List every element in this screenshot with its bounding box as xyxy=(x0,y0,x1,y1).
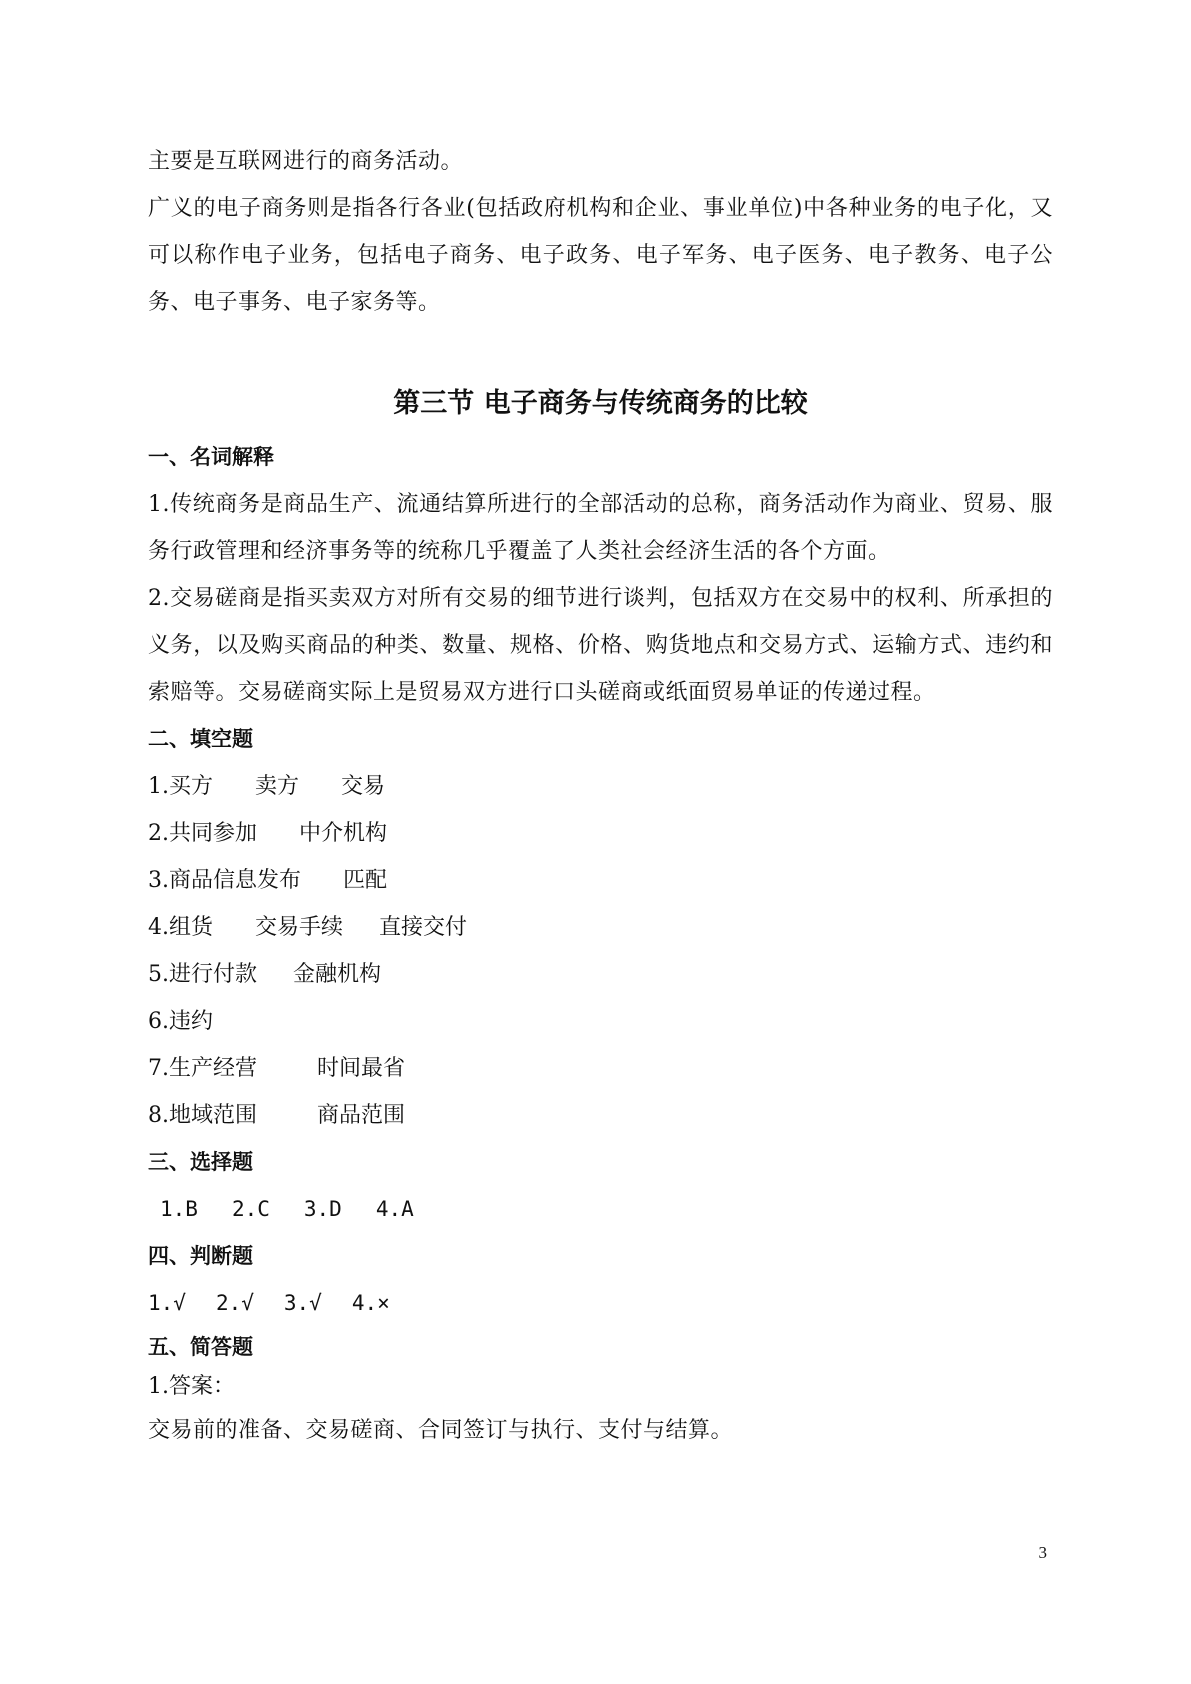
fill-row-7 xyxy=(148,1045,1053,1092)
judge-answer: 1.√ xyxy=(148,1291,186,1315)
fill-row-2 xyxy=(148,810,1053,857)
fill-answer: 2.共同参加 xyxy=(148,821,257,846)
heading-term-explanation: 一、名词解释 xyxy=(148,445,274,469)
judge-answer: 2.√ xyxy=(215,1291,254,1315)
fill-row-5 xyxy=(148,951,1053,998)
fill-row-1 xyxy=(148,763,1053,810)
choice-answer: 1.B xyxy=(160,1197,198,1221)
choice-answer: 3.D xyxy=(303,1197,342,1221)
fill-answer: 5.进行付款 xyxy=(148,962,257,987)
fill-answer: 6.违约 xyxy=(148,1009,213,1034)
fill-answer: 8.地域范围 xyxy=(148,1103,257,1128)
page-number: 3 xyxy=(1038,1543,1047,1562)
fill-answer: 匹配 xyxy=(343,868,388,893)
short-answer-text: 交易前的准备、交易磋商、合同签订与执行、支付与结算。 xyxy=(148,1418,734,1443)
fill-answer: 4.组货 xyxy=(148,915,213,940)
choice-answers xyxy=(148,1186,1053,1233)
choice-answer: 4.A xyxy=(375,1197,414,1221)
fill-answer: 3.商品信息发布 xyxy=(148,868,301,893)
page-content xyxy=(148,138,1053,1454)
fill-answer: 卖方 xyxy=(255,774,300,799)
intro-line: 主要是互联网进行的商务活动。 xyxy=(148,149,464,174)
section-title: 第三节 电子商务与传统商务的比较 xyxy=(393,388,808,419)
fill-answer: 中介机构 xyxy=(299,821,388,846)
fill-answer: 交易手续 xyxy=(255,915,344,940)
spacer xyxy=(148,326,1053,372)
heading-multiple-choice: 三、选择题 xyxy=(148,1150,253,1174)
fill-answer: 交易 xyxy=(341,774,386,799)
choice-answer: 2.C xyxy=(231,1197,270,1221)
intro-paragraph: 广义的电子商务则是指各行各业(包括政府机构和企业、事业单位)中各种业务的电子化，又可以称作电子业务，包括电子商务、电子政务、电子军务、电子医务、电子教务、电子公务、电子事务、电子家务等。 xyxy=(148,196,1053,315)
fill-answer: 1.买方 xyxy=(148,774,213,799)
fill-row-8 xyxy=(148,1092,1053,1139)
fill-answer: 商品范围 xyxy=(317,1103,406,1128)
fill-answer: 7.生产经营 xyxy=(148,1056,257,1081)
term-item-2: 2.交易磋商是指买卖双方对所有交易的细节进行谈判，包括双方在交易中的权利、所承担的义务，以及购买商品的种类、数量、规格、价格、购货地点和交易方式、运输方式、违约和索赔等。交易磋商实际上是贸易双方进行口头磋商或纸面贸易单证的传递过程。 xyxy=(148,586,1053,705)
fill-answer: 时间最省 xyxy=(317,1056,406,1081)
heading-true-false: 四、判断题 xyxy=(148,1244,253,1268)
term-item-1: 1.传统商务是商品生产、流通结算所进行的全部活动的总称，商务活动作为商业、贸易、服务行政管理和经济事务等的统称几乎覆盖了人类社会经济生活的各个方面。 xyxy=(148,492,1053,564)
fill-row-3 xyxy=(148,857,1053,904)
fill-row-6 xyxy=(148,998,1053,1045)
answer-label: 1.答案： xyxy=(148,1374,235,1399)
heading-short-answer: 五、简答题 xyxy=(148,1335,253,1359)
fill-answer: 直接交付 xyxy=(379,915,468,940)
judge-answer: 4.× xyxy=(351,1291,390,1315)
heading-fill-in-blank: 二、填空题 xyxy=(148,727,253,751)
fill-row-4 xyxy=(148,904,1053,951)
judge-answers xyxy=(148,1280,1053,1327)
fill-answer: 金融机构 xyxy=(293,962,382,987)
judge-answer: 3.√ xyxy=(283,1291,322,1315)
